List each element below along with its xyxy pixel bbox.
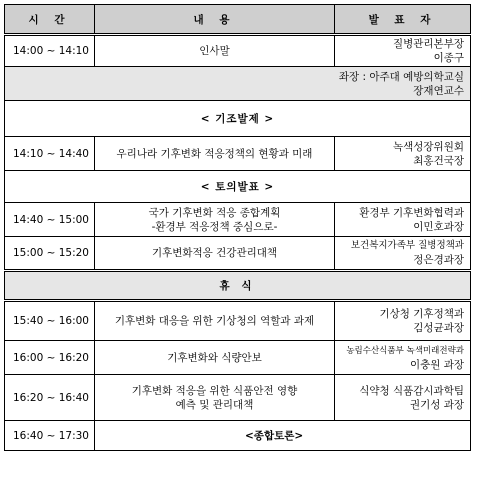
session-content-line: -환경부 적응정책 중심으로- xyxy=(151,220,278,233)
section-title: < 기조발제 > xyxy=(5,101,471,137)
session-content xyxy=(95,35,335,67)
session-content-line: 기후변화와 식량안보 xyxy=(167,351,262,364)
session-content xyxy=(95,341,335,375)
session-time: 16:40 ~ 17:30 xyxy=(5,421,95,451)
section-row-keynote xyxy=(5,101,471,137)
session-content xyxy=(95,203,335,237)
speaker-name: 이종구 xyxy=(433,52,464,64)
session-time: 14:40 ~ 15:00 xyxy=(5,203,95,237)
speaker-name: 이충원 과장 xyxy=(409,358,464,371)
session-time: 16:20 ~ 16:40 xyxy=(5,375,95,421)
session-row-ministry-environment xyxy=(5,203,471,237)
header-speaker: 발 표 자 xyxy=(335,5,471,35)
session-time: 14:10 ~ 14:40 xyxy=(5,137,95,171)
panel-discussion-label: <종합토론> xyxy=(95,421,471,451)
session-content-line: 기후변화 적응을 위한 식품안전 영향 xyxy=(131,384,298,397)
session-content-line: 우리나라 기후변화 적응정책의 현황과 미래 xyxy=(116,147,313,160)
session-content xyxy=(95,301,335,341)
schedule-table xyxy=(4,4,471,451)
session-row-panel xyxy=(5,421,471,451)
chair-row xyxy=(5,67,471,101)
header-row xyxy=(5,5,471,35)
session-time: 15:40 ~ 16:00 xyxy=(5,301,95,341)
speaker-name: 김성균과장 xyxy=(413,322,464,334)
session-content-line: 인사말 xyxy=(199,45,230,57)
speaker-affiliation: 질병관리본부장 xyxy=(392,38,464,50)
session-speaker xyxy=(335,137,471,171)
speaker-name: 이민호과장 xyxy=(413,220,464,233)
session-speaker xyxy=(335,341,471,375)
speaker-affiliation: 환경부 기후변화협력과 xyxy=(359,206,464,219)
session-row-keynote xyxy=(5,137,471,171)
session-speaker xyxy=(335,237,471,271)
speaker-name: 정은경과장 xyxy=(413,254,464,266)
session-content-line: 예측 및 관리대책 xyxy=(175,398,254,411)
speaker-affiliation: 기상청 기후정책과 xyxy=(379,308,464,320)
break-row xyxy=(5,271,471,301)
section-title: < 토의발표 > xyxy=(5,171,471,203)
section-row-discussion xyxy=(5,171,471,203)
header-time: 시 간 xyxy=(5,5,95,35)
session-speaker xyxy=(335,35,471,67)
header-content: 내 용 xyxy=(95,5,335,35)
session-row-food-safety xyxy=(5,375,471,421)
session-content-line: 기후변화적응 건강관리대책 xyxy=(151,247,278,259)
chair-affiliation: 좌장 : 아주대 예방의학교실 xyxy=(338,70,464,83)
chair-cell xyxy=(5,67,471,101)
session-content xyxy=(95,137,335,171)
session-content-line: 국가 기후변화 적응 종합계획 xyxy=(148,206,281,219)
session-row-opening xyxy=(5,35,471,67)
speaker-affiliation: 식약청 식품감시과학팀 xyxy=(359,384,464,397)
speaker-affiliation: 녹색성장위원회 xyxy=(392,140,464,153)
session-time: 15:00 ~ 15:20 xyxy=(5,237,95,271)
break-label: 휴 식 xyxy=(5,271,471,301)
chair-name: 장재연교수 xyxy=(413,84,464,97)
session-time: 14:00 ~ 14:10 xyxy=(5,35,95,67)
session-content xyxy=(95,375,335,421)
session-row-health xyxy=(5,237,471,271)
speaker-name: 최홍건국장 xyxy=(413,154,464,167)
session-row-kma xyxy=(5,301,471,341)
session-content xyxy=(95,237,335,271)
session-content-line: 기후변화 대응을 위한 기상청의 역할과 과제 xyxy=(114,315,315,327)
session-speaker xyxy=(335,375,471,421)
speaker-name: 권기성 과장 xyxy=(409,398,464,411)
speaker-affiliation: 보건복지가족부 질병정책과 xyxy=(350,240,464,251)
session-speaker xyxy=(335,203,471,237)
session-row-food-security xyxy=(5,341,471,375)
speaker-affiliation: 농림수산식품부 녹색미래전략과 xyxy=(346,345,464,356)
session-speaker xyxy=(335,301,471,341)
session-time: 16:00 ~ 16:20 xyxy=(5,341,95,375)
